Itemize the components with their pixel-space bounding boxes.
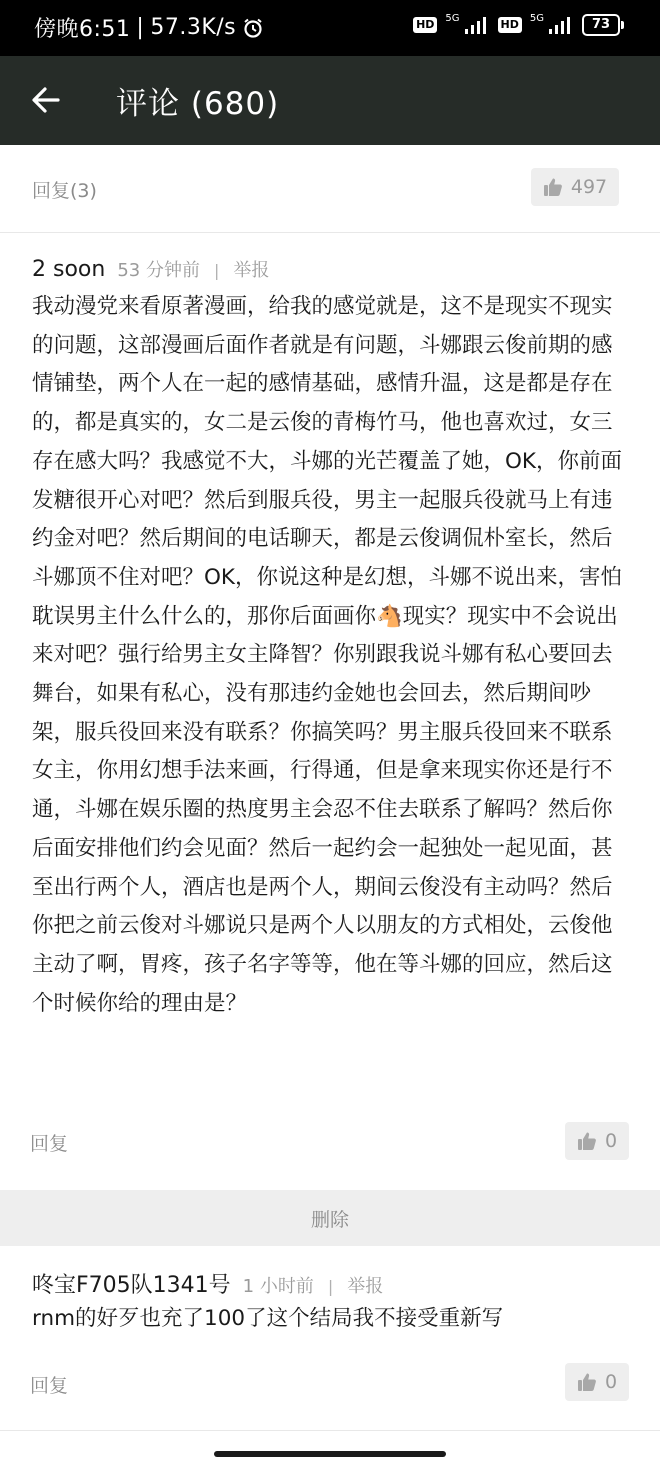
status-left: [34, 12, 264, 43]
status-bar: [0, 0, 660, 56]
status-separator: |: [136, 15, 145, 40]
like-count: 0: [604, 1130, 618, 1152]
reply-button[interactable]: 回复: [30, 1133, 69, 1155]
signal-bars-icon: [464, 15, 490, 35]
comment-body: 我动漫党来看原著漫画，给我的感觉就是，这不是现实不现实的问题，这部漫画后面作者就是有问题，斗娜跟云俊前期的感情铺垫，两个人在一起的感情基础，感情升温，这是都是存在的，都是真实的，女二是云俊的青梅竹马，他也喜欢过，女三存在感大吗？我感觉不大，斗娜的光芒覆盖了她，OK，你前面发糖很开心对吧？然后到服兵役，男主一起服兵役就马上有违约金对吧？然后期间的电话聊天，都是云俊调侃朴室长，然后斗娜顶不住对吧？OK，你说这种是幻想，斗娜不说出来，害怕耽误男主什么什么的，那你后面画你🐴现实？现实中不会说出来对吧？强行给男主女主降智？你别跟我说斗娜有私心要回去舞台，如果有私心，没有那违约金她也会回去，然后期间吵架，服兵役回来没有联系？你搞笑吗？男主服兵役回来不联系女主，你用幻想手法来画，行得通，但是拿来现实你还是行不通，斗娜在娱乐圈的热度男主会忍不住去联系了解吗？然后你后面安排他们约会见面？然后一起约会一起独处一起见面，甚至出行两个人，酒店也是两个人，期间云俊没有主动吗？然后你把之前云俊对斗娜说只是两个人以朋友的方式相处，云俊他主动了啊，胃疼，孩子名字等等，他在等斗娜的回应，然后这个时候你给的理由是？: [32, 294, 623, 1016]
hd-badge-2: HD: [498, 17, 522, 33]
network-type-2: 5G: [529, 13, 544, 24]
divider: [0, 1430, 660, 1431]
divider: [0, 232, 660, 233]
like-count: 497: [570, 176, 608, 198]
thumbs-up-icon: [577, 1131, 597, 1151]
comment-author[interactable]: 咚宝F705队1341号: [32, 1273, 231, 1298]
hd-badge-1: HD: [413, 17, 437, 33]
status-right: [413, 14, 624, 36]
like-button[interactable]: [531, 168, 619, 206]
battery-level: 73: [582, 14, 620, 36]
back-button[interactable]: [26, 80, 66, 120]
network-speed: 57.3K/s: [150, 15, 237, 40]
home-indicator[interactable]: [214, 1451, 446, 1457]
battery-tip: [621, 21, 624, 29]
report-link[interactable]: 举报: [233, 260, 270, 281]
comment-author[interactable]: 2 soon: [32, 257, 106, 282]
thumbs-up-icon: [543, 177, 563, 197]
status-time: 傍晚6:51: [34, 17, 131, 42]
meta-separator: |: [327, 1277, 334, 1296]
alarm-clock-icon: [242, 17, 264, 39]
like-button[interactable]: [565, 1122, 629, 1160]
comment-body: rnm的好歹也充了100了这个结局我不接受重新写: [32, 1306, 504, 1331]
meta-separator: |: [213, 261, 220, 280]
back-arrow-icon: [26, 80, 66, 120]
like-count: 0: [604, 1371, 618, 1393]
reply-button[interactable]: 回复: [30, 1375, 69, 1397]
delete-label: 删除: [310, 1208, 349, 1231]
reply-button[interactable]: 回复(3): [32, 180, 97, 202]
comment-time: 53 分钟前: [117, 260, 200, 281]
report-link[interactable]: 举报: [347, 1276, 384, 1297]
comment-header: [32, 1268, 383, 1299]
comment-time: 1 小时前: [242, 1276, 314, 1297]
network-type-1: 5G: [445, 13, 460, 24]
battery-indicator: [582, 14, 624, 36]
delete-button[interactable]: [0, 1190, 660, 1246]
thumbs-up-icon: [577, 1372, 597, 1392]
comment-header: [32, 256, 269, 282]
app-header: [0, 56, 660, 145]
signal-bars-icon: [548, 15, 574, 35]
page-title: 评论 (680): [116, 86, 280, 122]
like-button[interactable]: [565, 1363, 629, 1401]
